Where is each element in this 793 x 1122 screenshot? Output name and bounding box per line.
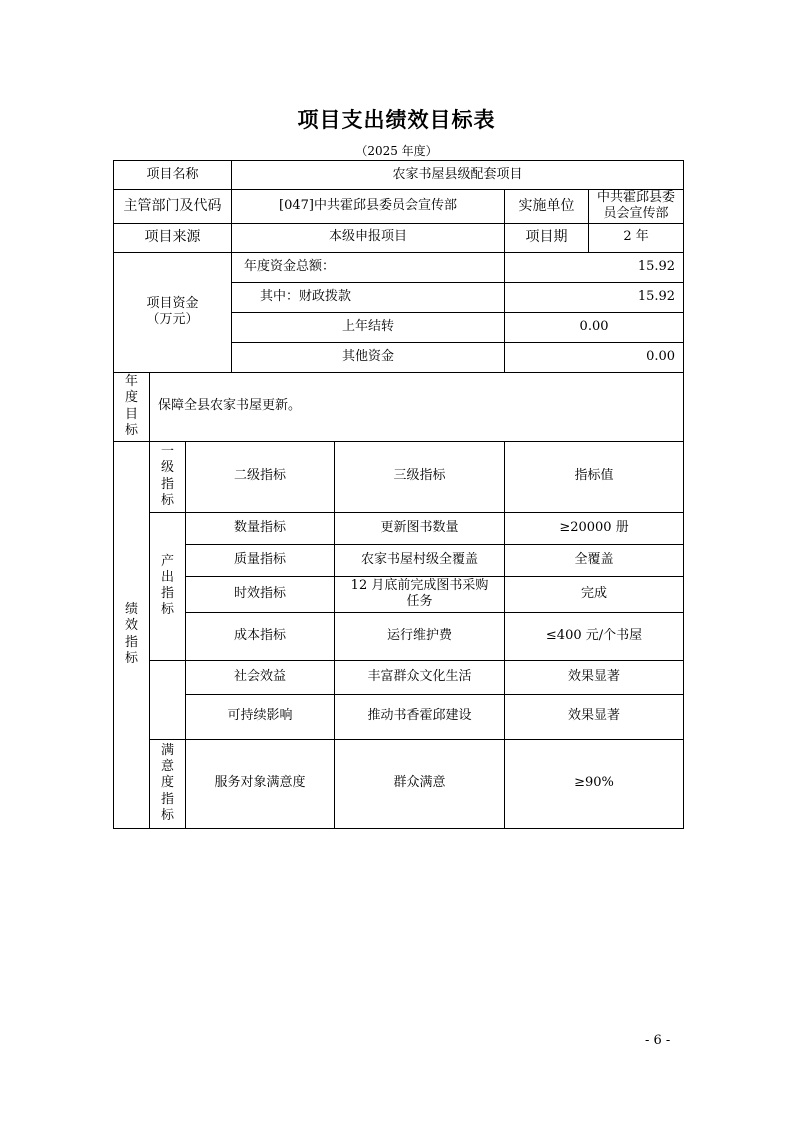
level1-header: 一 级 指 标 [150, 441, 186, 512]
funds-label-line2: （万元） [146, 312, 199, 327]
table-row-level3: 更新图书数量 [335, 512, 505, 544]
source-value: 本级申报项目 [232, 223, 505, 252]
funds-carry-label: 上年结转 [232, 312, 505, 342]
funds-label-line1: 项目资金 [146, 295, 199, 311]
table-row-level3: 群众满意 [335, 739, 505, 828]
performance-target-table [113, 160, 684, 829]
funds-total-label: 年度资金总额： [232, 252, 505, 282]
dept-value: [047]中共霍邱县委员会宣传部 [232, 190, 505, 224]
table-row-level2: 质量指标 [186, 544, 335, 576]
benefit-indicators-label [150, 660, 186, 739]
table-row-level3: 农家书屋村级全覆盖 [335, 544, 505, 576]
funds-total-value: 15.92 [505, 252, 684, 282]
table-row-value: 效果显著 [505, 660, 684, 694]
table-row-value: ≥90% [505, 739, 684, 828]
impl-unit-label: 实施单位 [505, 190, 589, 224]
table-row-level2: 成本指标 [186, 612, 335, 660]
level3-header: 三级指标 [335, 441, 505, 512]
dept-label: 主管部门及代码 [114, 190, 232, 224]
performance-indicators-label: 绩 效 指 标 [114, 441, 150, 828]
table-row-level2: 数量指标 [186, 512, 335, 544]
table-row-value: ≤400 元/个书屋 [505, 612, 684, 660]
source-label: 项目来源 [114, 223, 232, 252]
funds-fiscal-value: 15.92 [505, 282, 684, 312]
table-row-level2: 可持续影响 [186, 694, 335, 739]
funds-carry-value: 0.00 [505, 312, 684, 342]
table-row-level3: 运行维护费 [335, 612, 505, 660]
funds-label [114, 252, 232, 372]
project-name-label: 项目名称 [114, 161, 232, 190]
year-subtitle: （2025 年度） [355, 144, 438, 158]
table-row-level3: 12 月底前完成图书采购任务 [335, 576, 505, 612]
table-row-level2: 时效指标 [186, 576, 335, 612]
annual-goal-text: 保障全县农家书屋更新。 [150, 372, 684, 441]
period-label: 项目期 [505, 223, 589, 252]
page-title: 项目支出绩效目标表 [297, 108, 496, 132]
table-row-level2: 社会效益 [186, 660, 335, 694]
funds-other-label: 其他资金 [232, 342, 505, 372]
impl-unit-value: 中共霍邱县委员会宣传部 [589, 190, 684, 224]
table-row-value: 全覆盖 [505, 544, 684, 576]
period-value: 2 年 [589, 223, 684, 252]
funds-other-value: 0.00 [505, 342, 684, 372]
satisfaction-indicators-label: 满 意 度 指 标 [150, 739, 186, 828]
table-row-value: 效果显著 [505, 694, 684, 739]
output-indicators-label: 产 出 指 标 [150, 512, 186, 660]
page-number: - 6 - [645, 1033, 671, 1048]
funds-fiscal-label: 其中：财政拨款 [232, 282, 505, 312]
table-row-level3: 推动书香霍邱建设 [335, 694, 505, 739]
table-row-value: ≥20000 册 [505, 512, 684, 544]
level2-header: 二级指标 [186, 441, 335, 512]
table-row-level3: 丰富群众文化生活 [335, 660, 505, 694]
table-row-value: 完成 [505, 576, 684, 612]
project-name-value: 农家书屋县级配套项目 [232, 161, 684, 190]
annual-goal-label: 年 度 目 标 [114, 372, 150, 441]
value-header: 指标值 [505, 441, 684, 512]
table-row-level2: 服务对象满意度 [186, 739, 335, 828]
